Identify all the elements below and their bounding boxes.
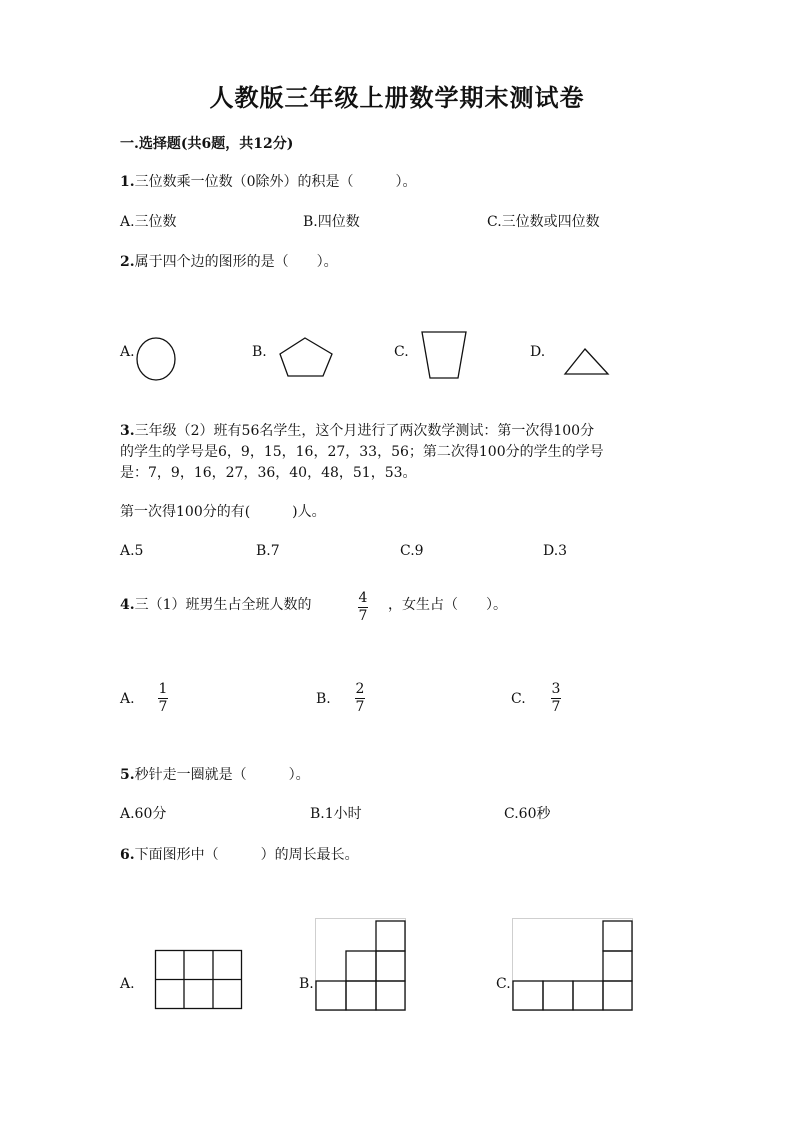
question-text: 秒针走一圈就是（ ）。 [134, 767, 310, 783]
fraction-numerator: 3 [551, 681, 561, 697]
question-number: 3. [120, 423, 135, 439]
q6-option-b-label[interactable]: B. [299, 976, 314, 992]
question-2 [120, 253, 338, 271]
page-title: 人教版三年级上册数学期末测试卷 [209, 83, 585, 112]
question-text: 下面图形中（ ）的周长最长。 [134, 847, 359, 863]
question-number: 1. [120, 174, 135, 190]
fraction-numerator: 2 [355, 681, 365, 697]
fraction-numerator: 1 [158, 681, 168, 697]
q5-option-a[interactable]: A.60分 [120, 806, 167, 822]
q1-option-c[interactable]: C.三位数或四位数 [487, 214, 600, 230]
fraction-denominator: 7 [355, 699, 365, 715]
q3-subquestion: 第一次得100分的有( )人。 [120, 504, 326, 520]
fraction-denominator: 7 [358, 608, 368, 624]
section-heading: 一.选择题(共6题，共12分) [120, 136, 294, 152]
question-3 [120, 422, 594, 440]
q2-option-a-label[interactable]: A. [120, 344, 135, 360]
question-number: 2. [120, 254, 135, 270]
q3-option-d[interactable]: D.3 [543, 543, 568, 559]
q2-option-b-label[interactable]: B. [252, 344, 267, 360]
q4-option-a-label[interactable]: A. [120, 691, 135, 707]
q3-option-a[interactable]: A.5 [120, 543, 144, 559]
question-6 [120, 846, 359, 864]
trapezoid-shape [420, 330, 470, 380]
q6-option-a-label[interactable]: A. [120, 976, 135, 992]
q1-option-a[interactable]: A.三位数 [120, 214, 177, 230]
question-text-line-3: 是：7，9，16，27，36，40，48，51，53。 [120, 465, 417, 481]
question-number: 5. [120, 767, 135, 783]
l-shape-figure-c [512, 918, 634, 1012]
q5-option-b[interactable]: B.1小时 [310, 806, 362, 822]
staircase-figure-b [315, 918, 407, 1012]
pentagon-shape [278, 336, 336, 378]
q4-option-b-fraction[interactable] [355, 682, 365, 715]
question-5 [120, 766, 310, 784]
q2-option-d-label[interactable]: D. [530, 344, 546, 360]
question-4 [120, 596, 312, 614]
fraction-denominator: 7 [158, 699, 168, 715]
circle-shape [136, 337, 178, 383]
question-text: 三位数乘一位数（0除外）的积是（ ）。 [134, 174, 417, 190]
question-text-line-2: 的学生的学号是6，9，15，16，27，33，56；第二次得100分的学生的学号 [120, 444, 604, 460]
q2-option-c-label[interactable]: C. [394, 344, 409, 360]
question-number: 4. [120, 597, 135, 613]
fraction-denominator: 7 [551, 699, 561, 715]
question-1 [120, 173, 417, 191]
q4-option-a-fraction[interactable] [158, 682, 168, 715]
question-text-before: 三（1）班男生占全班人数的 [134, 597, 312, 613]
question-text: 属于四个边的图形的是（ ）。 [134, 254, 338, 270]
question-text-line-1: 三年级（2）班有56名学生，这个月进行了两次数学测试：第一次得100分 [134, 423, 595, 439]
q3-option-c[interactable]: C.9 [400, 543, 424, 559]
triangle-shape [563, 347, 611, 377]
q6-option-c-label[interactable]: C. [496, 976, 511, 992]
fraction-numerator: 4 [358, 590, 368, 606]
grid-figure-a [155, 950, 243, 1010]
question-text-after: ，女生占（ ）。 [388, 597, 507, 613]
q1-option-b[interactable]: B.四位数 [303, 214, 360, 230]
q3-option-b[interactable]: B.7 [256, 543, 280, 559]
question-number: 6. [120, 847, 135, 863]
q4-option-c-label[interactable]: C. [511, 691, 526, 707]
q4-option-c-fraction[interactable] [551, 682, 561, 715]
q4-option-b-label[interactable]: B. [316, 691, 331, 707]
fraction-four-sevenths [358, 591, 368, 624]
q5-option-c[interactable]: C.60秒 [504, 806, 551, 822]
